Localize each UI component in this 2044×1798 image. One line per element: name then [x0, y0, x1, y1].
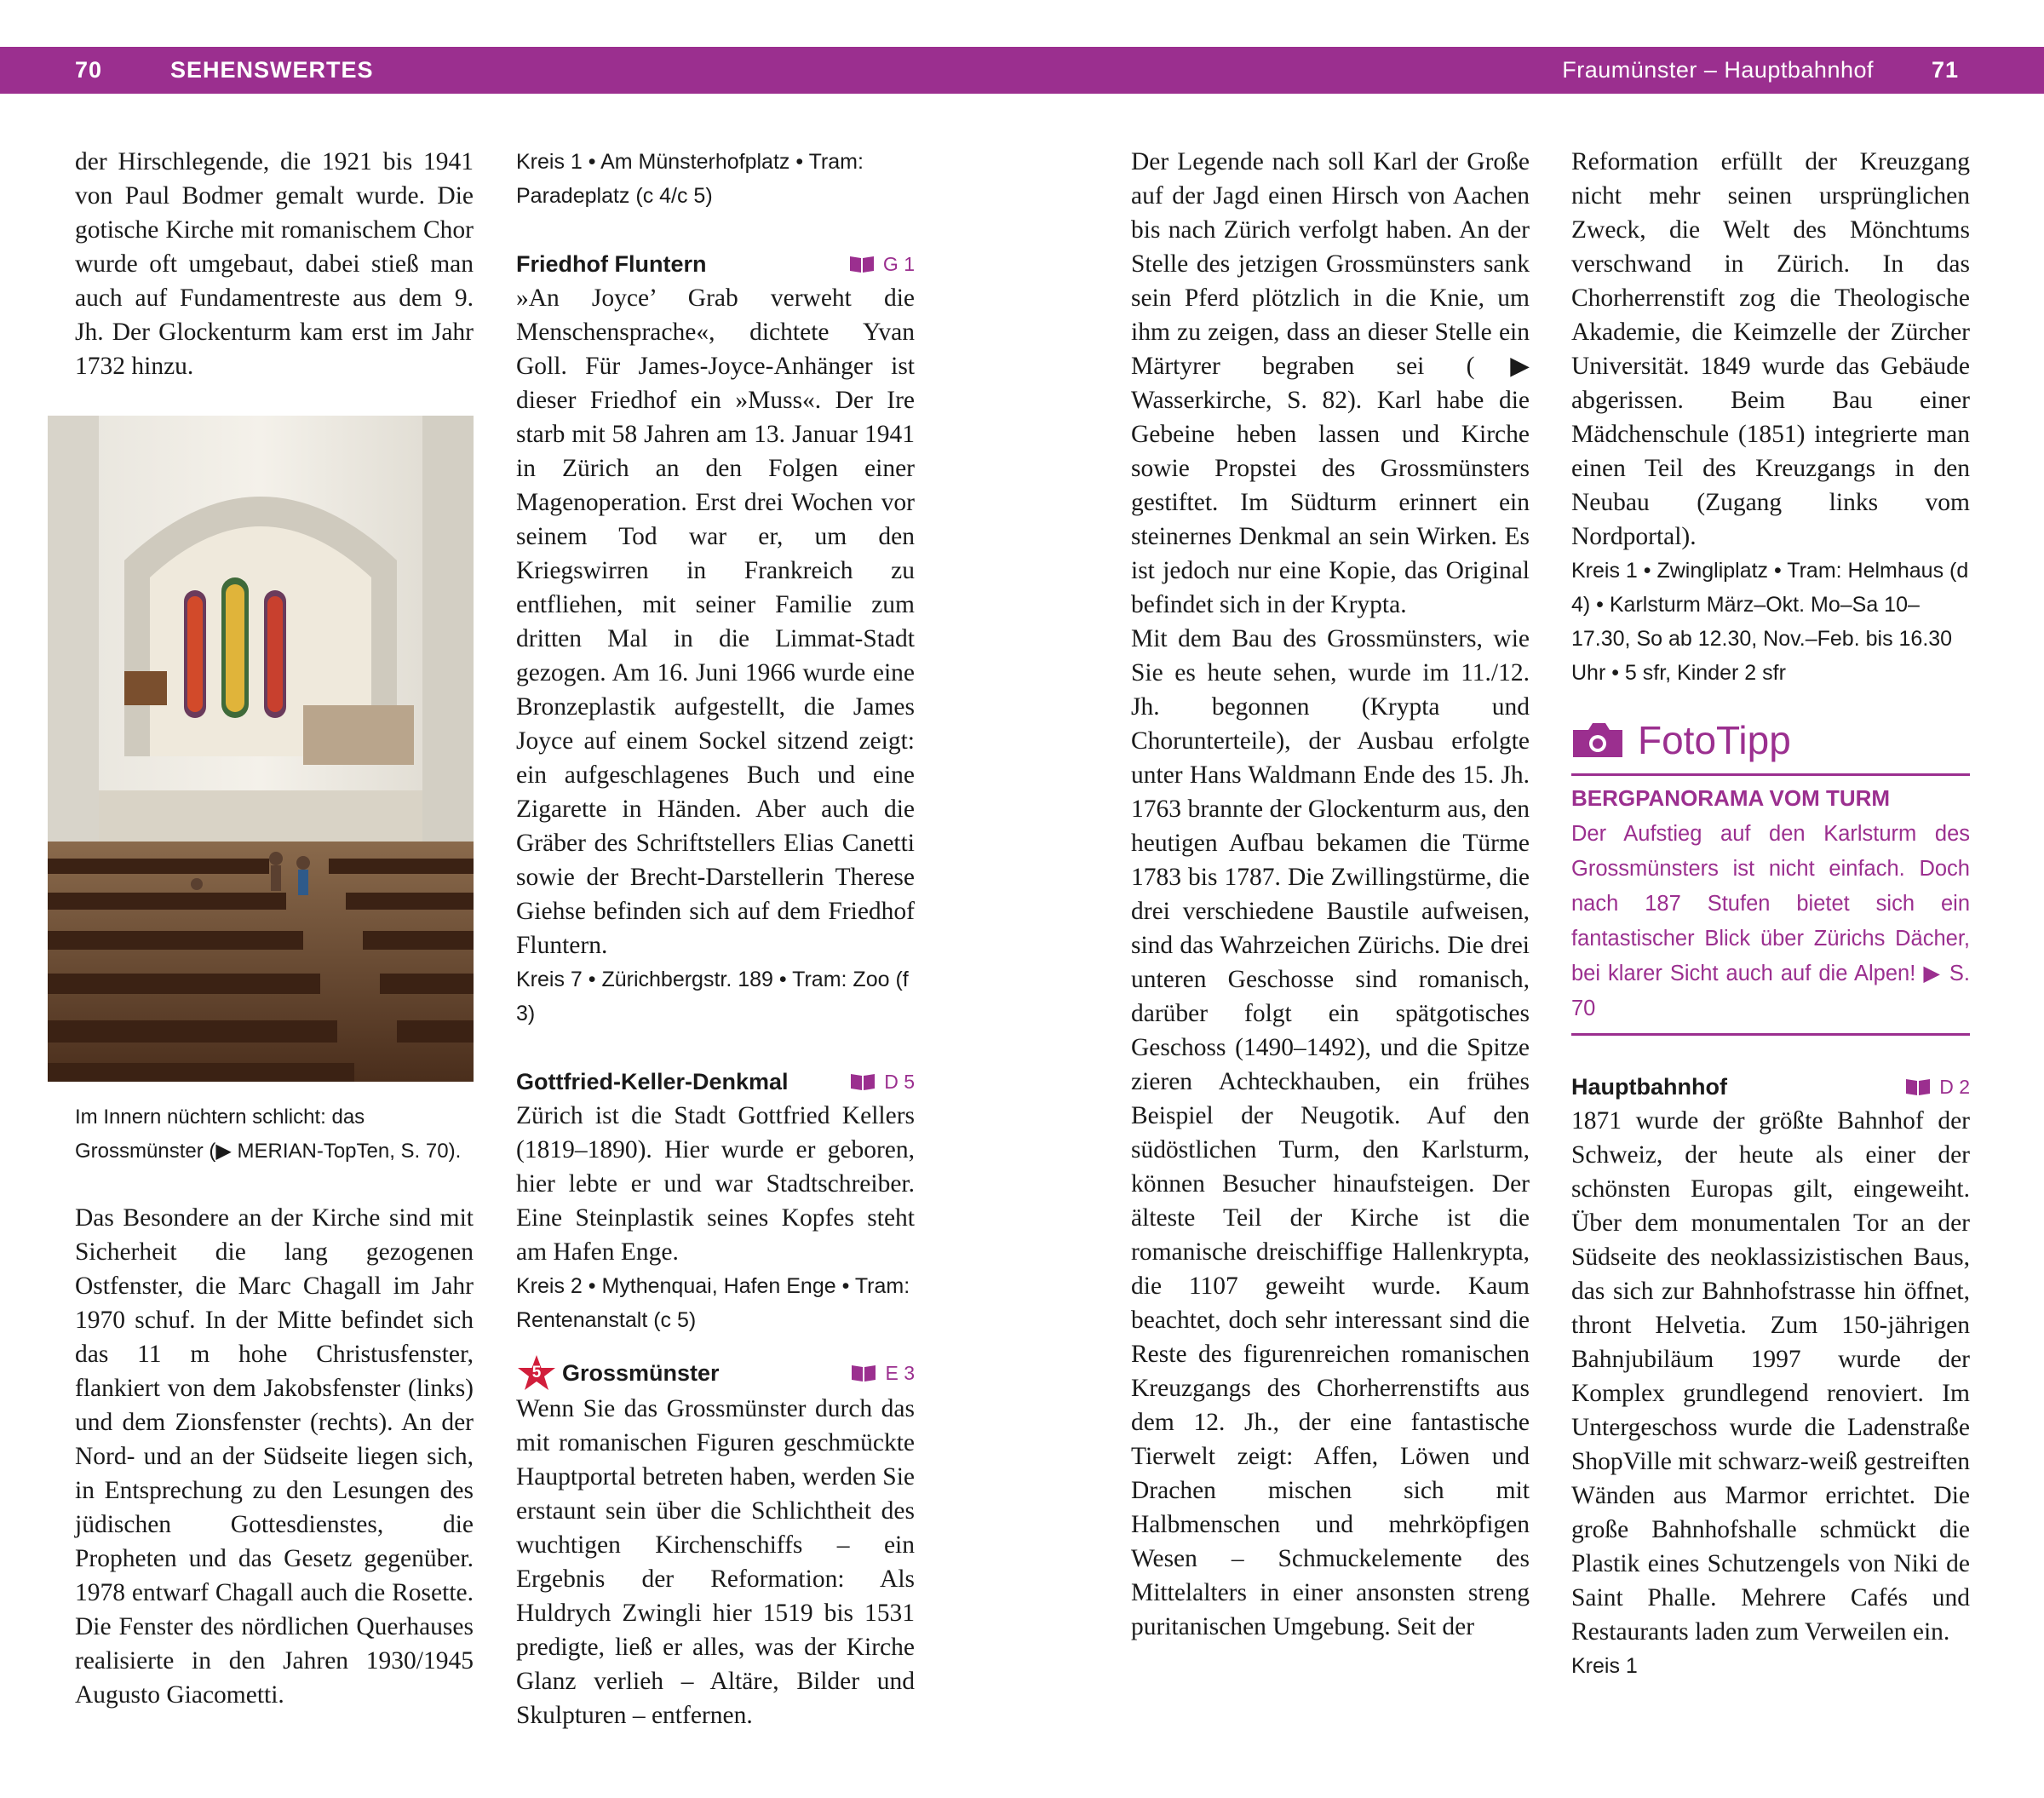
info-line: Kreis 1 • Zwingliplatz • Tram: Helmhaus (d 4) • Karlsturm März–Okt. Mo–Sa 10–17.30, So ab 12.30, Nov.–Feb. bis 16.30 Uhr • 5 sfr, Kinder 2 sfr	[1571, 559, 1969, 685]
entry-text: Zürich ist die Stadt Gottfried Kellers (1819–1890). Hier wurde er geboren, hier lebte er und war Stadtschreiber. Eine Steinplastik seines Kopfes steht am Hafen Enge.	[516, 1102, 915, 1266]
entry-heading	[516, 1065, 915, 1099]
foto-tipp-box	[1571, 712, 1970, 1036]
church-interior-photo	[48, 416, 474, 1082]
info-line: Kreis 1	[1571, 1654, 1638, 1678]
info-line: Kreis 7 • Zürichbergstr. 189 • Tram: Zoo (f 3)	[516, 968, 909, 1025]
map-book-icon	[849, 255, 875, 273]
foto-tipp-heading	[1571, 712, 1970, 768]
entry-heading	[516, 1354, 915, 1392]
camera-icon	[1571, 721, 1624, 759]
foto-tipp-subtitle: BERGPANORAMA VOM TURM	[1571, 785, 1891, 811]
paragraph: der Hirschlegende, die 1921 bis 1941 von Paul Bodmer gemalt wurde. Die gotische Kirche mit romanischem Chor wurde oft umgebaut, dabei stieß man auch auf Fundamentreste aus dem 9. Jh. Der Glockenturm kam erst im Jahr 1732 hinzu.	[75, 148, 474, 380]
running-title: Fraumünster – Hauptbahnhof	[1562, 57, 1874, 83]
entry-text: 1871 wurde der größte Bahnhof der Schweiz, der heute als einer der schönsten Europas gilt, eingeweiht. Über dem monumentalen Tor an der Südseite des neoklassizistischen Baus, das sich zur Bahnhofstrasse hin öffnet, thront Helvetia. Zum 150-jährigen Bahnjubiläum 1997 wurde der Komplex grundlegend renoviert. Im Untergeschoss wurde die Ladenstraße ShopVille mit schwarz-weiß gestreiften Wänden aus Marmor errichtet. Die große Bahnhofshalle schmückt die Plastik eines Schutzengels von Niki de Saint Phalle. Mehrere Cafés und Restaurants laden zum Verweilen ein.	[1571, 1107, 1970, 1646]
map-reference[interactable]: G 1	[849, 247, 915, 281]
entry-text: Wenn Sie das Grossmünster durch das mit romanischen Figuren geschmückte Hauptportal betreten haben, werden Sie erstaunt sein über die Schlichtheit des wuchtigen Kirchenschiffs – ein Ergebnis der Reformation: Als Huldrych Zwingli hier 1519 bis 1531 predigte, ließ er alles, was der Kirche Glanz verlieh – Altäre, Bilder und Skulpturen – entfernen.	[516, 1395, 915, 1729]
entry-title: Gottfried-Keller-Denkmal	[516, 1069, 789, 1094]
column-3	[1131, 145, 1530, 1644]
paragraph: Mit dem Bau des Grossmünsters, wie Sie es heute sehen, wurde im 11./12. Jh. begonnen (Krypta und Chorunterteile), der Ausbau erfolgte unter Hans Waldmann Ende des 15. Jh. 1763 brannte der Glockenturm aus, den heutigen Aufbau bekamen die Türme 1783 bis 1787. Die Zwillingstürme, die drei verschiedene Baustile aufweisen, sind das Wahrzeichen Zürichs. Die drei unteren Geschosse sind romanisch, darüber folgt ein spätgotisches Geschoss (1490–1492), und die Spitze zieren Achteckhauben, ein frühes Beispiel der Neugotik. Auf den südöstlichen Turm, den Karlsturm, können Besucher hinaufsteigen. Der älteste Teil der Kirche ist die romanische dreischiffige Hallenkrypta, die 1107 geweiht wurde. Kaum beachtet, doch sehr interessant sind die Reste des figurenreichen romanischen Kreuzgangs des Chorherrenstifts aus dem 12. Jh., der eine fantastische Tierwelt zeigt: Affen, Löwen und Drachen mischen sich mit Halbmenschen und mehrköpfigen Wesen – Schmuckelemente des Mittelalters in einer ansonsten streng puritanischen Umgebung. Seit der	[1131, 625, 1530, 1640]
merian-star-icon: 5	[516, 1354, 557, 1392]
paragraph: Reformation erfüllt der Kreuzgang nicht mehr seinen ursprünglichen Zweck, die Welt des Mönchtums verschwand in Zürich. In das Chorherrenstift zog die Theologische Akademie, die Keimzelle der Zürcher Universität. 1849 wurde das Gebäude abgerissen. Beim Bau einer Mädchenschule (1851) integrierte man einen Teil des Kreuzgangs in den Neubau (Zugang links vom Nordportal).	[1571, 148, 1970, 550]
column-2	[516, 145, 915, 1732]
column-4	[1571, 145, 1970, 1683]
section-title: SEHENSWERTES	[170, 57, 374, 83]
column-1	[75, 145, 474, 383]
map-book-icon	[851, 1364, 876, 1382]
paragraph: Das Besondere an der Kirche sind mit Sicherheit die lang gezogenen Ostfenster, die Marc Chagall im Jahr 1970 schuf. In der Mitte befindet sich das 11 m hohe Christusfenster, flankiert von dem Jakobsfenster (links) und dem Zionsfenster (rechts). An der Nord- und an der Südseite liegen sich, in Entsprechung zu den Lesungen des jüdischen Gottesdienstes, die Propheten und das Gesetz gegenüber. 1978 entwarf Chagall auch die Rosette. Die Fenster des nördlichen Querhauses realisierte in den Jahren 1930/1945 Augusto Giacometti.	[75, 1204, 474, 1709]
entry-title: Hauptbahnhof	[1571, 1074, 1727, 1100]
info-line: Kreis 1 • Am Münsterhofplatz • Tram: Paradeplatz (c 4/c 5)	[516, 150, 864, 208]
paragraph: Der Legende nach soll Karl der Große auf der Jagd einen Hirsch von Aachen bis nach Zürich verfolgt haben. An der Stelle des jetzigen Grossmünsters sank sein Pferd plötzlich in die Knie, um ihm zu zeigen, dass an dieser Stelle ein Märtyrer begraben sei (▶ Wasserkirche, S. 82). Karl habe die Gebeine heben lassen und Kirche sowie Propstei des Grossmünsters gestiftet. Im Südturm erinnert ein steinernes Denkmal an sein Wirken. Es ist jedoch nur eine Kopie, das Original befindet sich in der Krypta.	[1131, 148, 1530, 618]
map-reference[interactable]: D 2	[1905, 1070, 1970, 1104]
map-book-icon	[1905, 1077, 1931, 1096]
page-number-left: 70	[75, 57, 103, 83]
info-line: Kreis 2 • Mythenquai, Hafen Enge • Tram: Rentenanstalt (c 5)	[516, 1274, 910, 1332]
entry-title: Grossmünster	[562, 1360, 720, 1386]
entry-heading	[516, 247, 915, 281]
map-book-icon	[850, 1072, 876, 1091]
divider	[1571, 1033, 1970, 1036]
photo-caption: Im Innern nüchtern schlicht: das Grossmünster (▶ MERIAN-TopTen, S. 70).	[75, 1106, 462, 1163]
map-reference[interactable]: E 3	[851, 1356, 915, 1390]
divider	[1571, 773, 1970, 776]
page-number-right: 71	[1932, 57, 1960, 83]
entry-title: Friedhof Fluntern	[516, 251, 707, 277]
foto-tipp-title: FotoTipp	[1638, 718, 1791, 762]
foto-tipp-text: Der Aufstieg auf den Karlsturm des Grossmünsters ist nicht einfach. Doch nach 187 Stufen bietet sich ein fantastischer Blick über Zürichs Dächer, bei klarer Sicht auch auf die Alpen! ▶ S. 70	[1571, 822, 1970, 1020]
entry-text: »An Joyce’ Grab verweht die Menschensprache«, dichtete Yvan Goll. Für James-Joyce-Anhänger ist dieser Friedhof ein »Muss«. Der Ire starb mit 58 Jahren am 13. Januar 1941 in Zürich an den Folgen einer Magenoperation. Erst drei Wochen vor seinem Tod war er, um den Kriegswirren in Frankreich zu entfliehen, mit seiner Familie zum dritten Mal in die Limmat-Stadt gezogen. Am 16. Juni 1966 wurde eine Bronzeplastik aufgestellt, die James Joyce auf einem Sockel sitzend zeigt: ein aufgeschlagenes Buch und eine Zigarette in Händen. Aber auch die Gräber des Schriftstellers Elias Canetti sowie der Brecht-Darstellerin Therese Giehse befinden sich auf dem Friedhof Fluntern.	[516, 284, 915, 959]
map-reference[interactable]: D 5	[850, 1065, 915, 1099]
column-1-lower	[75, 1201, 474, 1712]
entry-heading	[1571, 1070, 1970, 1104]
